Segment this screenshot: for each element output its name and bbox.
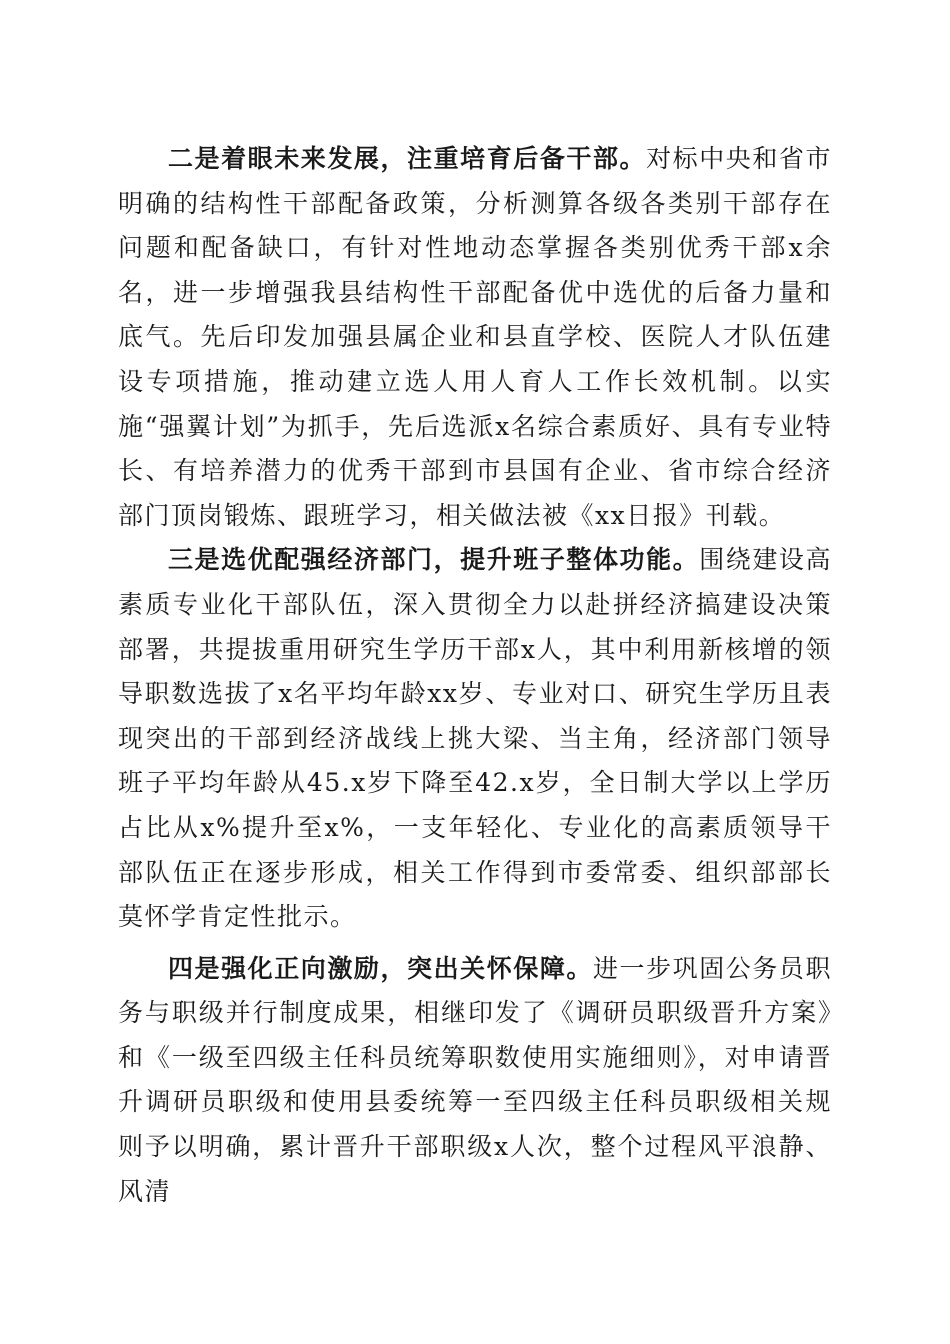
document-page [118,137,832,1214]
paragraph-reserve-cadres [118,137,832,538]
paragraph-heading: 三是选优配强经济部门，提升班子整体功能。 [168,545,700,575]
paragraph-heading: 四是强化正向激励，突出关怀保障。 [168,953,593,983]
paragraph-heading: 二是着眼未来发展，注重培育后备干部。 [168,144,647,173]
paragraph-body: 对标中央和省市明确的结构性干部配备政策，分析测算各级各类别干部存在问题和配备缺口，有针对性地动态掌握各类别优秀干部x余名，进一步增强我县结构性干部配备优中选优的后备力量和底气。先后印发加强县属企业和县直学校、医院人才队伍建设专项措施，推动建立选人用人育人工作长效机制。以实施“强翼计划”为抓手，先后选派x名综合素质好、具有专业特长、有培养潜力的优秀干部到市县国有企业、省市综合经济部门顶岗锻炼、跟班学习，相关做法被《xx日报》刊载。 [118,144,832,530]
paragraph-economic-departments [118,538,832,939]
paragraph-body: 围绕建设高素质专业化干部队伍，深入贯彻全力以赴拼经济搞建设决策部署，共提拔重用研究生学历干部x人，其中利用新核增的领导职数选拔了x名平均年龄xx岁、专业对口、研究生学历且表现突出的干部到经济战线上挑大梁、当主角，经济部门领导班子平均年龄从45.x岁下降至42.x岁，全日制大学以上学历占比从x%提升至x%，一支年轻化、专业化的高素质领导干部队伍正在逐步形成，相关工作得到市委常委、组织部部长莫怀学肯定性批示。 [118,545,832,932]
paragraph-body: 进一步巩固公务员职务与职级并行制度成果，相继印发了《调研员职级晋升方案》和《一级至四级主任科员统筹职数使用实施细则》，对申请晋升调研员职级和使用县委统筹一至四级主任科员职级相关规则予以明确，累计晋升干部职级x人次，整个过程风平浪静、风清 [118,953,832,1206]
paragraph-incentives [118,947,832,1215]
